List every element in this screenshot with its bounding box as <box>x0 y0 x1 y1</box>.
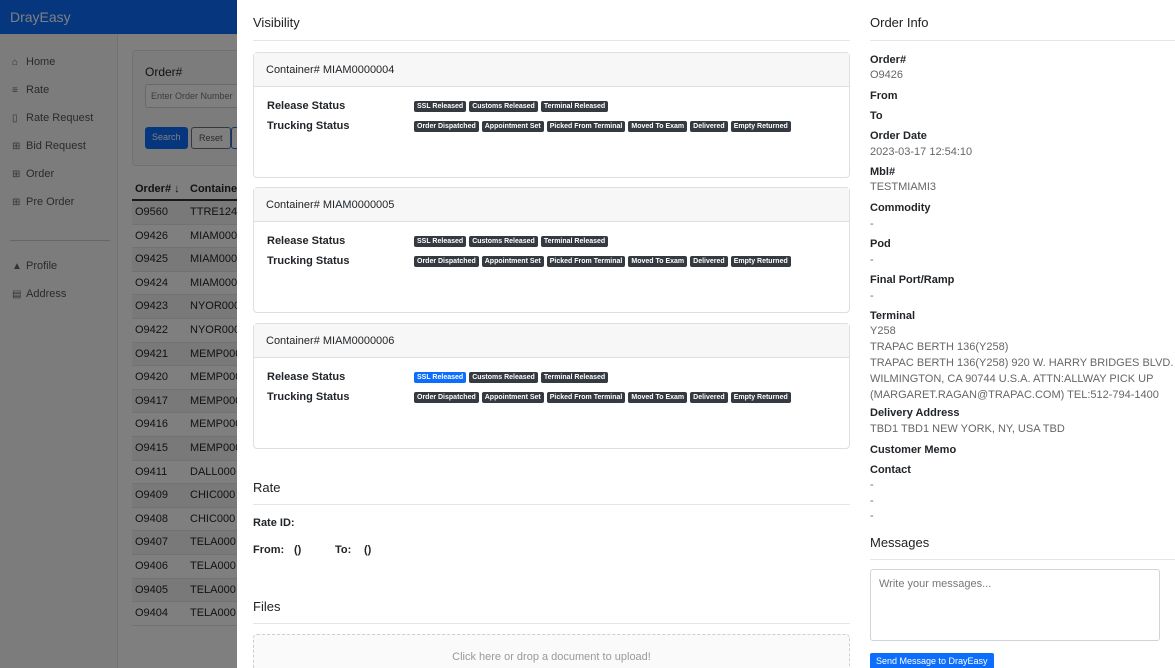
terminal-label: Terminal <box>870 310 916 322</box>
terminal-name: TRAPAC BERTH 136(Y258) <box>870 341 1009 353</box>
files-divider <box>253 623 850 624</box>
status-badge: Customs Released <box>469 372 538 383</box>
release-status-label: Release Status <box>267 100 346 112</box>
status-badge: Picked From Terminal <box>547 256 626 267</box>
status-badge: Customs Released <box>469 101 538 112</box>
container-card <box>253 323 850 449</box>
to-label: To <box>870 110 883 122</box>
status-badge: Customs Released <box>469 236 538 247</box>
mbl-value: TESTMIAMI3 <box>870 181 937 193</box>
trucking-status-badges <box>414 392 794 403</box>
rate-from-value: () <box>294 544 302 556</box>
contact-value: - <box>870 479 874 491</box>
container-card-header: Container# MIAM0000004 <box>254 53 849 87</box>
status-badge: Appointment Set <box>482 392 544 403</box>
rate-id-label: Rate ID: <box>253 517 295 529</box>
final-port-label: Final Port/Ramp <box>870 274 955 286</box>
terminal-address-line: (MARGARET.RAGAN@TRAPAC.COM) TEL:512-794-1400 <box>870 389 1159 401</box>
commodity-label: Commodity <box>870 202 931 214</box>
status-badge: Picked From Terminal <box>547 121 626 132</box>
release-status-badges <box>414 372 794 383</box>
pod-value: - <box>870 254 874 266</box>
status-badge: Empty Returned <box>731 392 791 403</box>
status-badge: SSL Released <box>414 372 466 383</box>
release-status-label: Release Status <box>267 371 346 383</box>
container-card <box>253 52 850 178</box>
status-badge: Picked From Terminal <box>547 392 626 403</box>
status-badge: SSL Released <box>414 101 466 112</box>
terminal-code: Y258 <box>870 325 896 337</box>
order-detail-panel <box>237 0 1175 668</box>
status-badge: Appointment Set <box>482 121 544 132</box>
visibility-divider <box>253 40 850 41</box>
contact-value: - <box>870 510 874 522</box>
from-label: From <box>870 90 898 102</box>
rate-divider <box>253 504 850 505</box>
release-status-badges <box>414 236 794 247</box>
order-date-value: 2023-03-17 12:54:10 <box>870 146 973 158</box>
container-card <box>253 187 850 313</box>
delivery-address-value: TBD1 TBD1 NEW YORK, NY, USA TBD <box>870 423 1065 435</box>
status-badge: Delivered <box>690 121 728 132</box>
status-badge: Delivered <box>690 392 728 403</box>
files-title: Files <box>253 599 281 614</box>
status-badge: Order Dispatched <box>414 121 479 132</box>
mbl-label: Mbl# <box>870 166 896 178</box>
rate-title: Rate <box>253 480 281 495</box>
status-badge: Delivered <box>690 256 728 267</box>
customer-memo-label: Customer Memo <box>870 444 957 456</box>
pod-label: Pod <box>870 238 891 250</box>
trucking-status-label: Trucking Status <box>267 255 350 267</box>
container-card-header: Container# MIAM0000005 <box>254 188 849 222</box>
status-badge: Terminal Released <box>541 236 608 247</box>
messages-divider <box>870 559 1175 560</box>
release-status-label: Release Status <box>267 235 346 247</box>
trucking-status-label: Trucking Status <box>267 120 350 132</box>
status-badge: Empty Returned <box>731 256 791 267</box>
status-badge: Order Dispatched <box>414 392 479 403</box>
status-badge: Moved To Exam <box>628 121 687 132</box>
order-info-title: Order Info <box>870 15 929 30</box>
terminal-address-line: TRAPAC BERTH 136(Y258) 920 W. HARRY BRIDGES BLVD. <box>870 357 1174 369</box>
trucking-status-label: Trucking Status <box>267 391 350 403</box>
rate-to-label: To: <box>335 544 352 556</box>
contact-value: - <box>870 495 874 507</box>
status-badge: SSL Released <box>414 236 466 247</box>
contact-label: Contact <box>870 464 911 476</box>
rate-from-label: From: <box>253 544 285 556</box>
status-badge: Terminal Released <box>541 101 608 112</box>
order-number-value: O9426 <box>870 69 904 81</box>
file-upload-dropzone[interactable]: Click here or drop a document to upload! <box>253 634 850 668</box>
status-badge: Moved To Exam <box>628 256 687 267</box>
commodity-value: - <box>870 218 874 230</box>
message-textarea[interactable]: Write your messages... <box>870 569 1160 641</box>
release-status-badges <box>414 101 794 112</box>
terminal-address-line: WILMINGTON, CA 90744 U.S.A. ATTN:ALLWAY PICK UP <box>870 373 1154 385</box>
messages-title: Messages <box>870 535 930 550</box>
visibility-title: Visibility <box>253 15 300 30</box>
order-info-divider <box>870 40 1175 41</box>
send-message-button[interactable]: Send Message to DrayEasy <box>870 653 994 668</box>
container-card-header: Container# MIAM0000006 <box>254 324 849 358</box>
trucking-status-badges <box>414 256 794 267</box>
status-badge: Appointment Set <box>482 256 544 267</box>
status-badge: Order Dispatched <box>414 256 479 267</box>
status-badge: Empty Returned <box>731 121 791 132</box>
delivery-address-label: Delivery Address <box>870 407 960 419</box>
order-number-label: Order# <box>870 54 907 66</box>
status-badge: Terminal Released <box>541 372 608 383</box>
trucking-status-badges <box>414 121 794 132</box>
final-port-value: - <box>870 290 874 302</box>
status-badge: Moved To Exam <box>628 392 687 403</box>
rate-to-value: () <box>364 544 372 556</box>
order-date-label: Order Date <box>870 130 927 142</box>
